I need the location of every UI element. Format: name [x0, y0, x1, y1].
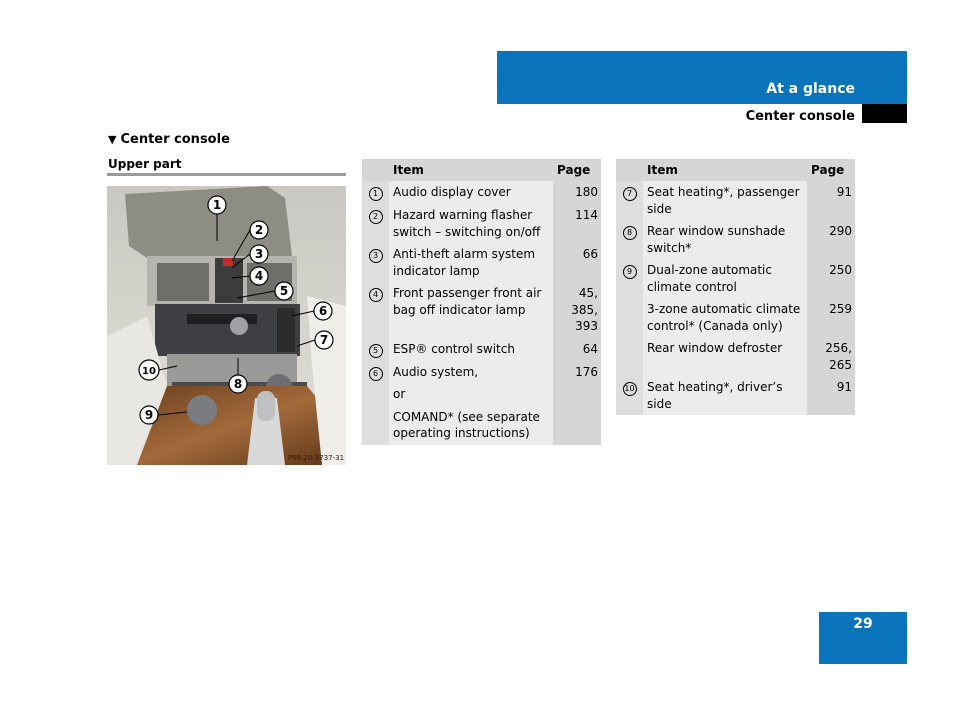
table-row	[616, 181, 855, 220]
item-text: 3-zone automatic climate control* (Canada only)	[643, 298, 807, 337]
table-row	[362, 338, 601, 361]
callout-number: 4	[369, 288, 383, 302]
callout-number: 5	[369, 344, 383, 358]
item-text: Front passenger front air bag off indicator lamp	[389, 282, 553, 338]
svg-text:2: 2	[254, 223, 264, 237]
callout-number: 2	[369, 210, 383, 224]
page-header: Page	[807, 159, 855, 181]
table-row	[616, 220, 855, 259]
callout-number: 9	[623, 265, 637, 279]
photo-reference: P68.20-3737-31	[288, 454, 345, 462]
table-row	[362, 181, 601, 204]
callout-number: 1	[369, 187, 383, 201]
page-ref: 180	[553, 181, 601, 204]
page-ref: 66	[553, 243, 601, 282]
svg-text:6: 6	[318, 304, 328, 318]
item-text-audio: Audio system,	[393, 364, 479, 379]
item-text: Audio display cover	[389, 181, 553, 204]
item-text: Rear window sunshade switch*	[643, 220, 807, 259]
callout-number: 10	[623, 382, 637, 396]
page-ref: 290	[807, 220, 855, 259]
svg-text:1: 1	[212, 198, 222, 212]
table-row	[616, 337, 855, 376]
table-row	[616, 259, 855, 298]
table-row	[362, 361, 601, 445]
header-bar	[497, 51, 907, 104]
svg-text:8: 8	[233, 377, 243, 391]
table-row	[616, 298, 855, 337]
console-illustration	[107, 186, 346, 465]
page-number: 29	[853, 616, 873, 632]
table-row	[616, 376, 855, 415]
page-number-box	[819, 612, 907, 664]
callout-number: 3	[369, 249, 383, 263]
item-text-comand: COMAND* (see separate operating instructions)	[393, 409, 540, 440]
item-text: Hazard warning flasher switch – switching on/off	[389, 204, 553, 243]
svg-text:7: 7	[319, 333, 329, 347]
section-title	[108, 132, 230, 147]
callout-number-empty	[616, 337, 643, 376]
subsection-rule	[107, 173, 346, 176]
page-ref: 45, 385, 393	[553, 282, 601, 338]
item-header: Item	[389, 159, 553, 181]
section-title-text: Center console	[120, 132, 230, 147]
table-header-row	[362, 159, 601, 181]
num-header	[362, 159, 389, 181]
item-text: Dual-zone automatic climate control	[643, 259, 807, 298]
page-ref: 114	[553, 204, 601, 243]
page-ref: 259	[807, 298, 855, 337]
item-header: Item	[643, 159, 807, 181]
page-ref: 256, 265	[807, 337, 855, 376]
callout-number: 8	[623, 226, 637, 240]
item-text: Rear window defroster	[643, 337, 807, 376]
page-header: Page	[553, 159, 601, 181]
item-text: Seat heating*, driver’s side	[643, 376, 807, 415]
subsection-title: Upper part	[108, 157, 182, 171]
table-row	[362, 204, 601, 243]
section-header: Center console	[745, 109, 855, 124]
num-header	[616, 159, 643, 181]
callout-number: 7	[623, 187, 637, 201]
parts-table-right	[616, 159, 855, 415]
table-row	[362, 243, 601, 282]
table-header-row	[616, 159, 855, 181]
item-text	[389, 361, 553, 445]
item-text-or: or	[393, 387, 406, 401]
item-text: ESP® control switch	[389, 338, 553, 361]
page-ref: 64	[553, 338, 601, 361]
triangle-down-icon: ▼	[108, 133, 117, 146]
callout-number: 6	[369, 367, 383, 381]
svg-text:5: 5	[279, 284, 289, 298]
page-ref: 91	[807, 181, 855, 220]
svg-text:4: 4	[254, 269, 264, 283]
parts-table-left	[362, 159, 601, 445]
header-marker	[862, 104, 907, 123]
callout-number-empty	[616, 298, 643, 337]
page-ref: 250	[807, 259, 855, 298]
item-text: Seat heating*, passenger side	[643, 181, 807, 220]
item-text: Anti-theft alarm system indicator lamp	[389, 243, 553, 282]
chapter-title: At a glance	[766, 81, 855, 97]
page-ref: 91	[807, 376, 855, 415]
svg-text:10: 10	[142, 366, 156, 377]
svg-text:9: 9	[144, 408, 154, 422]
center-console-photo	[107, 186, 346, 465]
page-ref: 176	[553, 361, 601, 445]
svg-text:3: 3	[254, 247, 264, 261]
table-row	[362, 282, 601, 338]
